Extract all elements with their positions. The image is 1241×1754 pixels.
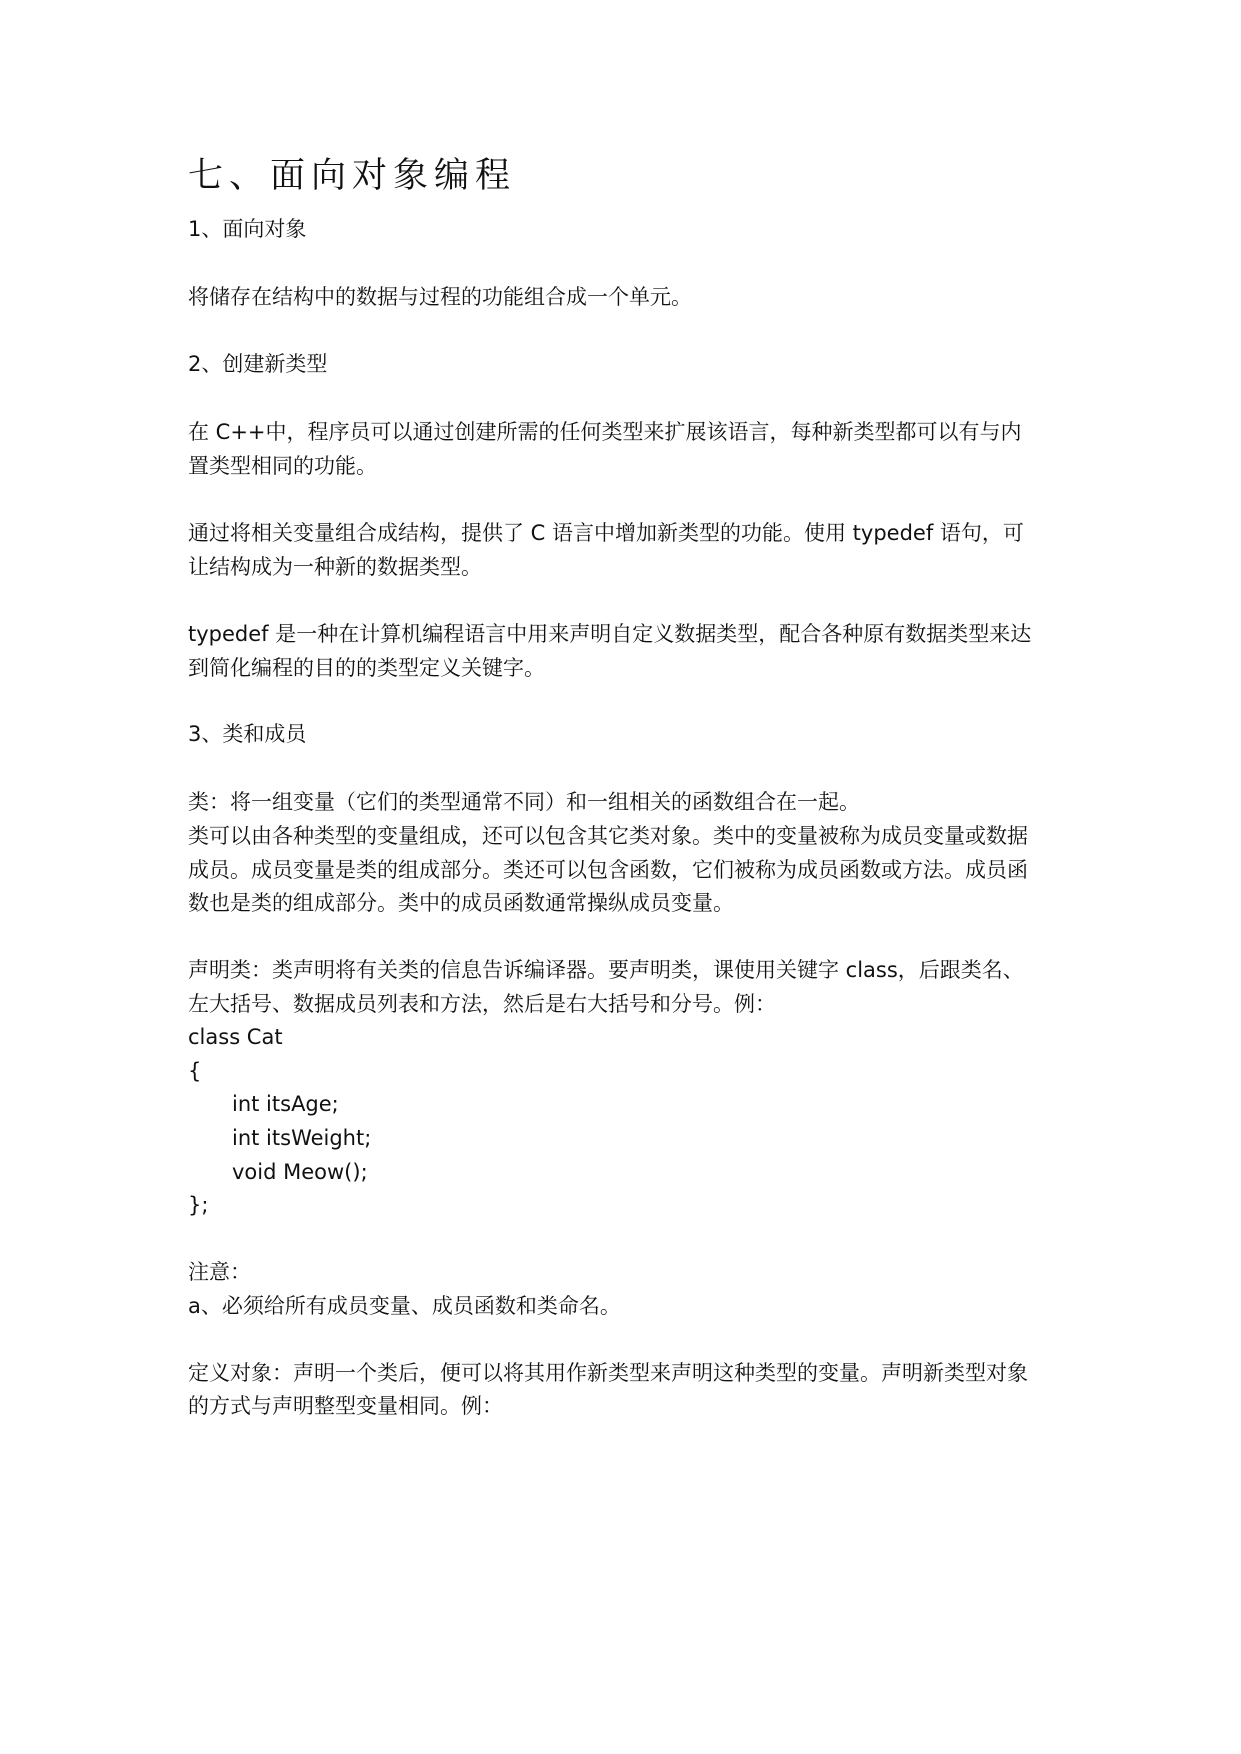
- paragraph-line: 的方式与声明整型变量相同。例：: [188, 1394, 503, 1418]
- paragraph-line: 左大括号、数据成员列表和方法，然后是右大括号和分号。例：: [188, 992, 776, 1016]
- section-heading-object-oriented: 1、面向对象: [188, 217, 307, 241]
- note-label: 注意：: [188, 1260, 251, 1284]
- code-line: {: [188, 1059, 202, 1083]
- note-item: a、必须给所有成员变量、成员函数和类命名。: [188, 1294, 621, 1318]
- paragraph-line: typedef 是一种在计算机编程语言中用来声明自定义数据类型，配合各种原有数据类型来达: [188, 622, 1032, 646]
- paragraph-line: 成员。成员变量是类的组成部分。类还可以包含函数，它们被称为成员函数或方法。成员函: [188, 858, 1028, 882]
- section-heading-new-types: 2、创建新类型: [188, 352, 328, 376]
- paragraph-line: 在 C++中，程序员可以通过创建所需的任何类型来扩展该语言，每种新类型都可以有与内: [188, 420, 1022, 444]
- paragraph-line: 通过将相关变量组合成结构，提供了 C 语言中增加新类型的功能。使用 typedef 语句，可: [188, 521, 1024, 545]
- paragraph-line: 让结构成为一种新的数据类型。: [188, 555, 482, 579]
- code-line: int itsWeight;: [232, 1126, 372, 1150]
- paragraph-line: 类可以由各种类型的变量组成，还可以包含其它类对象。类中的变量被称为成员变量或数据: [188, 824, 1028, 848]
- code-line: int itsAge;: [232, 1092, 339, 1116]
- code-line: void Meow();: [232, 1160, 368, 1184]
- code-line: class Cat: [188, 1025, 283, 1049]
- document-page: [188, 0, 1068, 1754]
- section-heading-classes-members: 3、类和成员: [188, 722, 307, 746]
- paragraph-line: 将储存在结构中的数据与过程的功能组合成一个单元。: [188, 285, 692, 309]
- paragraph-line: 数也是类的组成部分。类中的成员函数通常操纵成员变量。: [188, 891, 734, 915]
- paragraph-line: 定义对象：声明一个类后，便可以将其用作新类型来声明这种类型的变量。声明新类型对象: [188, 1361, 1028, 1385]
- chapter-title: 七、面向对象编程: [188, 156, 517, 196]
- paragraph-line: 到简化编程的目的的类型定义关键字。: [188, 656, 545, 680]
- paragraph-line: 类：将一组变量（它们的类型通常不同）和一组相关的函数组合在一起。: [188, 790, 860, 814]
- paragraph-line: 置类型相同的功能。: [188, 454, 377, 478]
- paragraph-line: 声明类：类声明将有关类的信息告诉编译器。要声明类，课使用关键字 class，后跟类名、: [188, 958, 1024, 982]
- code-line: };: [188, 1193, 209, 1217]
